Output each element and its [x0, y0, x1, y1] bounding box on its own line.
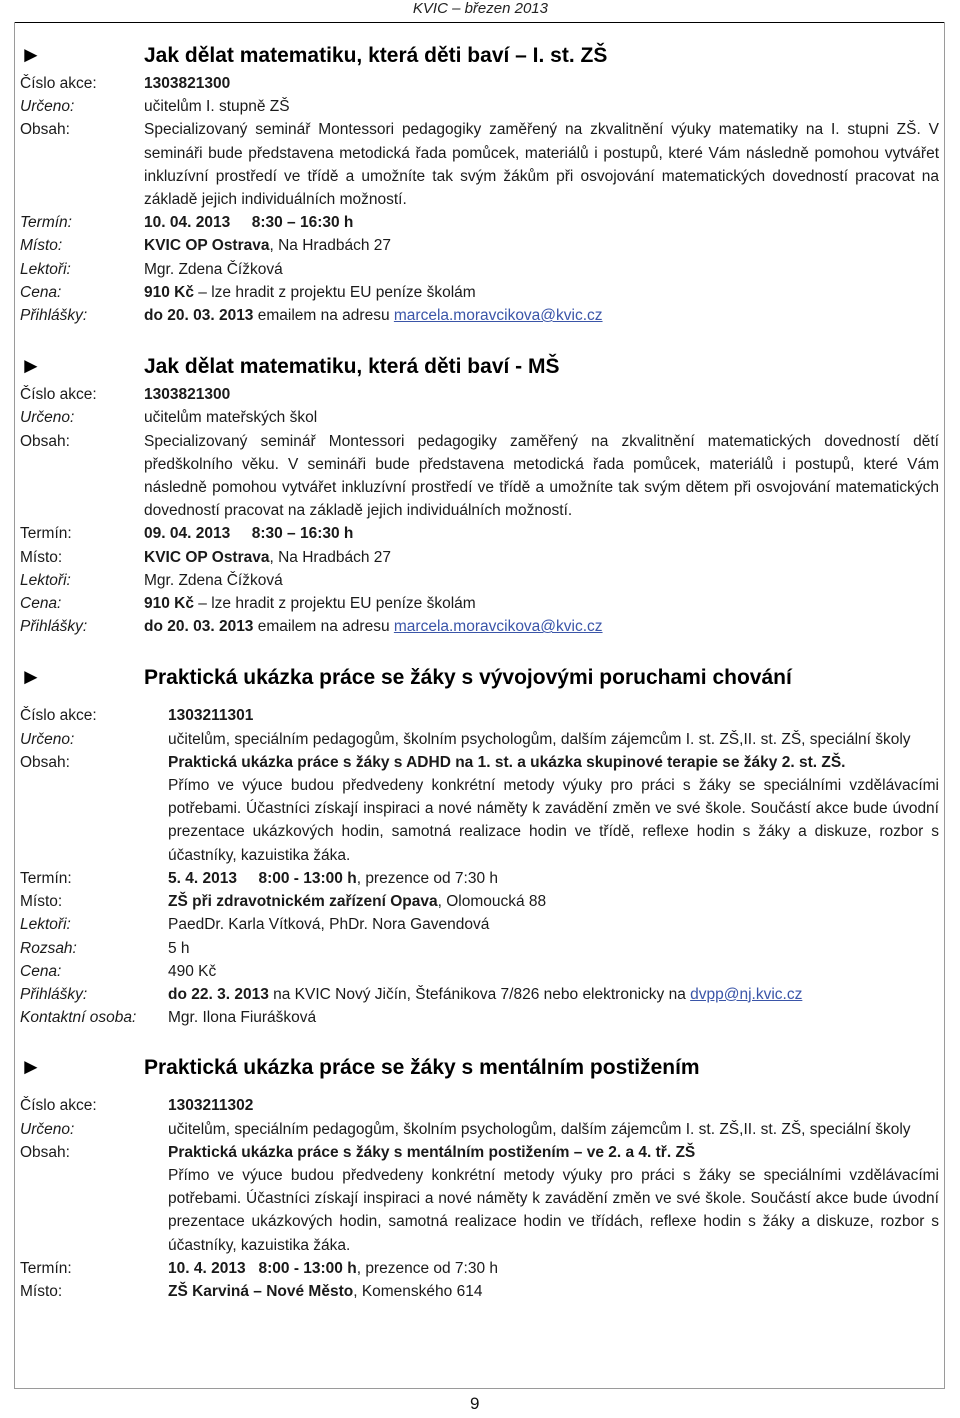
label-urceno: Určeno: — [20, 730, 75, 748]
target-audience: učitelům, speciálním pedagogům, školním psychologům, dalším zájemcům I. st. ZŠ,II. st. ZŠ, speciální školy — [168, 1120, 911, 1138]
course-date: 09. 04. 2013 8:30 – 16:30 h — [144, 525, 354, 543]
row-misto — [20, 234, 939, 257]
row-prihlasky — [20, 304, 939, 327]
label-cena: Cena: — [20, 595, 62, 613]
row-termin — [20, 211, 939, 234]
course-number: 1303821300 — [144, 386, 231, 404]
row-termin — [20, 1257, 939, 1280]
target-audience: učitelům I. stupně ZŠ — [144, 98, 290, 116]
row-lektori — [20, 258, 939, 281]
course-section-2 — [20, 349, 939, 638]
course-section-1 — [20, 38, 939, 327]
course-section-4 — [20, 1050, 939, 1303]
price: 490 Kč — [168, 962, 217, 980]
row-termin — [20, 867, 939, 890]
row-obsah — [20, 118, 939, 211]
target-audience: učitelům mateřských škol — [144, 409, 318, 427]
label-cena: Cena: — [20, 283, 62, 301]
row-cena — [20, 960, 939, 983]
row-prihlasky — [20, 983, 939, 1006]
label-rozsah: Rozsah: — [20, 939, 77, 957]
course-title-row — [20, 38, 939, 72]
course-description-heading: Praktická ukázka práce s žáky s mentálním postižením – ve 2. a 4. tř. ZŠ — [168, 1143, 696, 1161]
registration-text: emailem na adresu — [253, 307, 394, 325]
label-cislo: Číslo akce: — [20, 386, 97, 404]
running-header: KVIC – březen 2013 — [412, 0, 548, 17]
registration-text: emailem na adresu — [253, 618, 394, 636]
row-lektori — [20, 913, 939, 936]
course-description: Přímo ve výuce budou předvedeny konkrétní metody výuky pro práci s žáky se speciálními vzdělávacími potřebami. Účastníci získají inspiraci a nové náměty k zavádění změn ve své škole. Součástí akce bude úvodní prezentace ukázkových hodin, samotná realizace hodin ve třídě, reflexe hodin s žáky a diskuze, rozbor s účastníky, kazuistika žáka. — [168, 777, 939, 864]
price-note: – lze hradit z projektu EU peníze školám — [193, 595, 476, 613]
email-link[interactable]: dvpp@nj.kvic.cz — [690, 985, 803, 1003]
label-misto: Místo: — [20, 893, 63, 911]
label-cislo: Číslo akce: — [20, 1097, 97, 1115]
course-section-3 — [20, 660, 939, 1029]
lecturers: PaedDr. Karla Vítková, PhDr. Nora Gavendová — [168, 916, 490, 934]
course-description-heading: Praktická ukázka práce s žáky s ADHD na 1. st. a ukázka skupinové terapie se žáky 2. st. ZŠ. — [168, 753, 846, 771]
venue-name: ZŠ při zdravotnickém zařízení Opava — [168, 893, 438, 911]
label-prihlasky: Přihlášky: — [20, 307, 88, 325]
course-number: 1303821300 — [144, 75, 231, 92]
row-termin — [20, 522, 939, 545]
row-cislo — [20, 72, 939, 95]
label-urceno: Určeno: — [20, 98, 75, 116]
label-termin: Termín: — [20, 525, 72, 543]
arrow-marker-icon: ► — [20, 353, 42, 379]
label-lektori: Lektoři: — [20, 571, 71, 589]
label-cena: Cena: — [20, 962, 62, 980]
row-obsah — [20, 430, 939, 523]
label-urceno: Určeno: — [20, 1120, 75, 1138]
lecturers: Mgr. Zdena Čížková — [144, 260, 283, 278]
course-date: 10. 4. 2013 8:00 - 13:00 h — [168, 1259, 357, 1277]
label-obsah: Obsah: — [20, 1143, 70, 1161]
email-link[interactable]: marcela.moravcikova@kvic.cz — [393, 618, 603, 636]
registration-deadline: do 22. 3. 2013 — [168, 985, 269, 1003]
course-description: Specializovaný seminář Montessori pedagogiky zaměřený na zkvalitnění matematických dovedností dětí předškolního věku. V semináři bude představena metodická řada pomůcek, materiálů i postupů, které Vám následně pomohou vytvářet inkluzívní prostředí ve třídě a umožníte tak svým dětem při osvojování matematických dovedností pracovat na základě jejich individuálních možností. — [144, 432, 939, 520]
row-urceno — [20, 1118, 939, 1141]
row-urceno — [20, 406, 939, 429]
row-prihlasky — [20, 615, 939, 638]
lecturers: Mgr. Zdena Čížková — [144, 571, 283, 589]
course-description: Přímo ve výuce budou předvedeny konkrétní metody výuky pro práci s žáky se speciálními vzdělávacími potřebami. Účastníci získají inspiraci a nové náměty k zavádění změn ve své škole. Součástí akce bude úvodní prezentace ukázkových hodin, samotná realizace hodin ve třídách, reflexe hodin s žáky a diskuze, rozbor s účastníky, kazuistika žáka. — [168, 1166, 939, 1254]
course-date: 10. 04. 2013 8:30 – 16:30 h — [144, 214, 354, 232]
row-cena — [20, 592, 939, 615]
venue-name: ZŠ Karviná – Nové Město — [168, 1282, 354, 1300]
label-termin: Termín: — [20, 1259, 72, 1277]
price: 910 Kč — [144, 283, 194, 301]
label-termin: Termín: — [20, 214, 72, 232]
course-title: Jak dělat matematiku, která děti baví – I. st. ZŠ — [144, 44, 608, 67]
label-obsah: Obsah: — [20, 753, 70, 771]
course-date: 5. 4. 2013 8:00 - 13:00 h — [168, 869, 357, 887]
contact-person: Mgr. Ilona Fiurášková — [168, 1009, 317, 1027]
label-misto: Místo: — [20, 1282, 63, 1300]
venue-name: KVIC OP Ostrava — [144, 237, 270, 255]
page-content — [20, 38, 939, 1325]
label-lektori: Lektoři: — [20, 916, 71, 934]
registration-deadline: do 20. 03. 2013 — [144, 307, 254, 325]
course-date-note: , prezence od 7:30 h — [356, 1259, 499, 1277]
label-prihlasky: Přihlášky: — [20, 985, 88, 1003]
arrow-marker-icon: ► — [20, 1054, 42, 1080]
label-urceno: Určeno: — [20, 409, 75, 427]
row-urceno — [20, 728, 939, 751]
label-prihlasky: Přihlášky: — [20, 618, 88, 636]
target-audience: učitelům, speciálním pedagogům, školním psychologům, dalším zájemcům I. st. ZŠ,II. st. ZŠ, speciální školy — [168, 730, 911, 748]
course-number: 1303211301 — [168, 707, 254, 725]
course-description: Specializovaný seminář Montessori pedagogiky zaměřený na zkvalitnění výuky matematiky na I. stupni ZŠ. V semináři bude představena metodická řada pomůcek, materiálů i postupů, které Vám následně pomohou vytvářet inkluzívní prostředí ve třídě a umožníte tak svým žákům při osvojování matematických dovedností pracovat na základě jejich individuálních možností. — [144, 121, 939, 209]
duration: 5 h — [168, 939, 190, 957]
row-rozsah — [20, 937, 939, 960]
course-title: Jak dělat matematiku, která děti baví - MŠ — [144, 355, 560, 379]
venue-address: , Olomoucká 88 — [437, 893, 547, 911]
label-kontakt: Kontaktní osoba: — [20, 1009, 137, 1027]
label-obsah: Obsah: — [20, 121, 70, 139]
email-link[interactable]: marcela.moravcikova@kvic.cz — [393, 307, 603, 325]
label-termin: Termín: — [20, 869, 72, 887]
course-title-row — [20, 1050, 939, 1084]
label-obsah: Obsah: — [20, 432, 70, 450]
label-misto: Místo: — [20, 237, 63, 255]
row-cislo — [20, 1094, 939, 1117]
row-cena — [20, 281, 939, 304]
row-obsah — [20, 1141, 939, 1257]
course-title-row — [20, 660, 939, 694]
row-kontakt — [20, 1006, 939, 1029]
venue-name: KVIC OP Ostrava — [144, 548, 270, 566]
course-title: Praktická ukázka práce se žáky s vývojovými poruchami chování — [144, 666, 792, 690]
label-cislo: Číslo akce: — [20, 707, 97, 725]
course-number: 1303211302 — [168, 1097, 254, 1115]
label-lektori: Lektoři: — [20, 260, 71, 278]
registration-deadline: do 20. 03. 2013 — [144, 618, 254, 636]
row-lektori — [20, 569, 939, 592]
label-misto: Místo: — [20, 548, 63, 566]
row-misto — [20, 890, 939, 913]
price-note: – lze hradit z projektu EU peníze školám — [193, 283, 476, 301]
arrow-marker-icon: ► — [20, 42, 42, 67]
row-misto — [20, 1280, 939, 1303]
venue-address: , Na Hradbách 27 — [269, 548, 391, 566]
row-cislo — [20, 704, 939, 727]
label-cislo: Číslo akce: — [20, 75, 97, 92]
row-urceno — [20, 95, 939, 118]
row-obsah — [20, 751, 939, 867]
row-misto — [20, 546, 939, 569]
venue-address: , Komenského 614 — [353, 1282, 483, 1300]
course-title-row — [20, 349, 939, 383]
course-title: Praktická ukázka práce se žáky s mentálním postižením — [144, 1056, 700, 1080]
course-date-note: , prezence od 7:30 h — [356, 869, 499, 887]
price: 910 Kč — [144, 595, 194, 613]
row-cislo — [20, 383, 939, 406]
venue-address: , Na Hradbách 27 — [269, 237, 391, 255]
page-number: 9 — [470, 1394, 480, 1413]
registration-text: na KVIC Nový Jičín, Štefánikova 7/826 nebo elektronicky na — [268, 985, 691, 1003]
arrow-marker-icon: ► — [20, 664, 42, 690]
